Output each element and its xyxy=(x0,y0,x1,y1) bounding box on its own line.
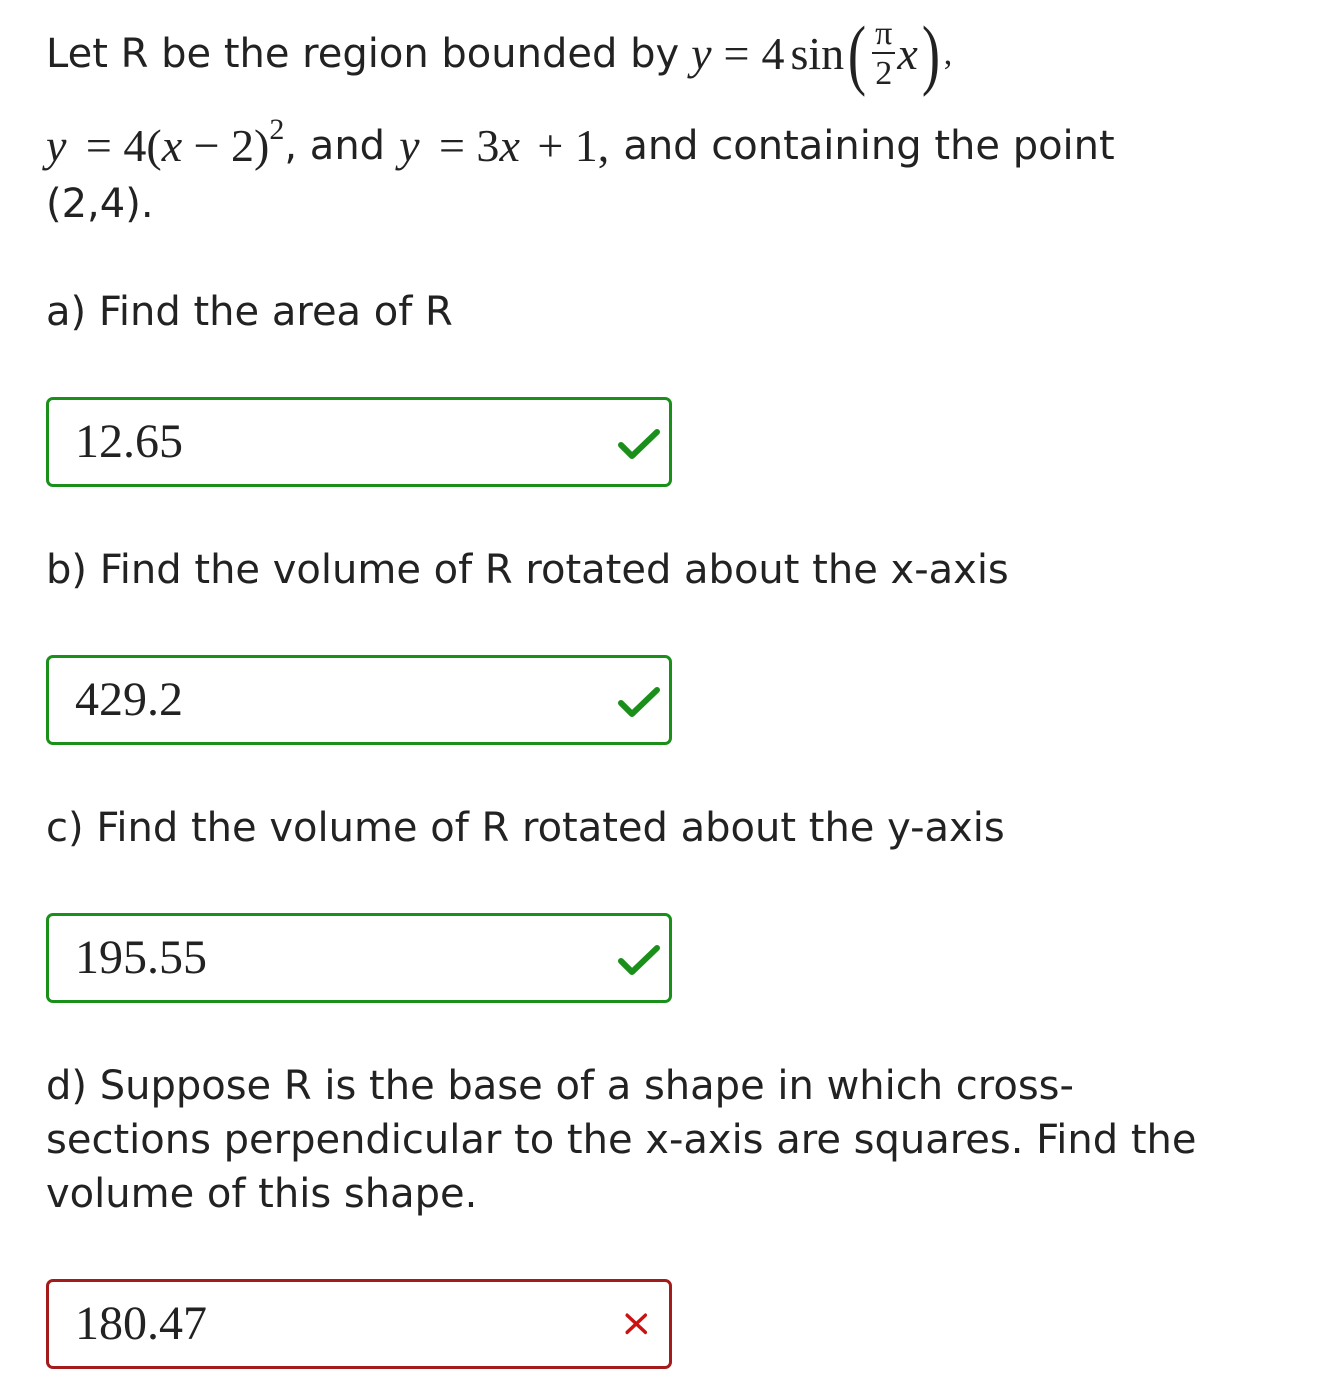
answer-field-a[interactable] xyxy=(46,397,672,487)
checkmark-icon xyxy=(617,942,661,978)
answer-value-a[interactable]: 12.65 xyxy=(75,415,183,468)
pi-over-two-fraction: $\frac{\pi}{2}$ xyxy=(872,17,895,91)
question-a-label: a) Find the area of R xyxy=(46,289,453,335)
answer-value-d[interactable]: 180.47 xyxy=(75,1297,207,1350)
parabola-equation: $y = 4(x - 2)^2$ xyxy=(46,113,285,172)
question-d-label: d) Suppose R is the base of a shape in which cross-sections perpendicular to the x-axis are squares. Find the volume of this shape. xyxy=(46,1063,1197,1217)
left-paren: ( xyxy=(848,10,867,97)
question-c-label: c) Find the volume of R rotated about the y-axis xyxy=(46,805,1005,851)
checkmark-icon xyxy=(617,684,661,720)
problem-statement-line-1 xyxy=(46,4,952,104)
answer-field-c[interactable] xyxy=(46,913,672,1003)
line-equation: y = 3x + 1, xyxy=(399,120,610,172)
answer-field-b[interactable] xyxy=(46,655,672,745)
right-paren: ) xyxy=(921,10,940,97)
problem-statement-line-3: (2,4). xyxy=(46,181,154,227)
problem-text: Let R be the region bounded by xyxy=(46,31,680,77)
x-mark-icon xyxy=(625,1310,655,1340)
problem-statement-line-2 xyxy=(46,113,1115,176)
answer-field-d[interactable] xyxy=(46,1279,672,1369)
sine-equation: y = 4 sin ( $\frac{\pi}{2}$ x ) , xyxy=(691,10,953,97)
checkmark-icon xyxy=(617,426,661,462)
answer-value-b[interactable]: 429.2 xyxy=(75,673,183,726)
question-b-label: b) Find the volume of R rotated about the x-axis xyxy=(46,547,1009,593)
problem-text-and: , and xyxy=(284,123,386,169)
answer-value-c[interactable]: 195.55 xyxy=(75,931,207,984)
problem-text-rest: and containing the point xyxy=(623,123,1115,169)
